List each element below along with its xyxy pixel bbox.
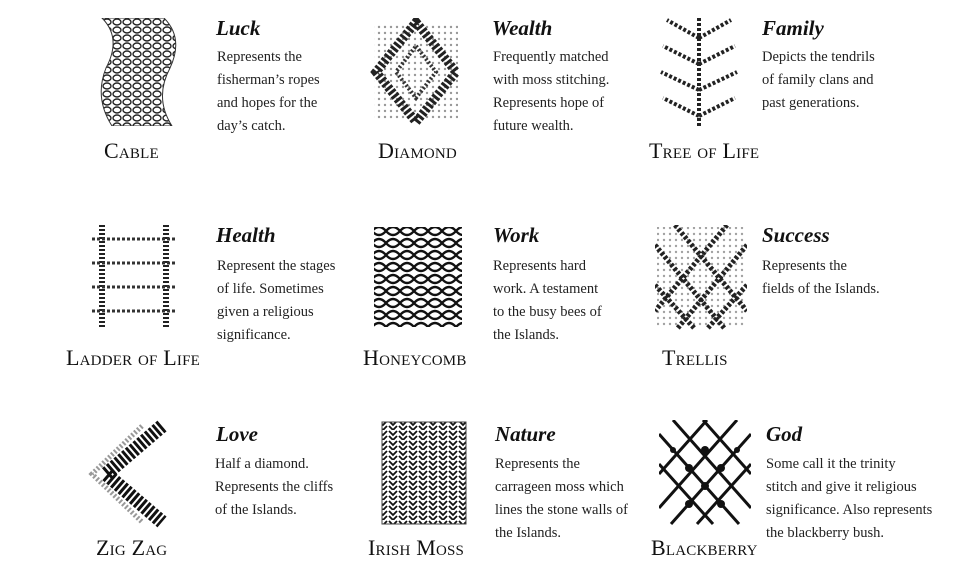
stitch-honeycomb (338, 217, 648, 387)
diamond-stitch-icon (370, 18, 462, 126)
cable-stitch-icon (92, 18, 184, 126)
meaning-description: Represents hard work. A testament to the busy bees of the Islands. (493, 258, 602, 343)
meaning-label: Success (762, 223, 830, 247)
meaning-description: Represent the stages of life. Sometimes given a religious significance. (217, 258, 336, 343)
stitch-name: Cable (104, 138, 159, 163)
stitch-blackberry (615, 412, 933, 582)
stitch-name: Zig Zag (96, 535, 168, 560)
stitch-name: Tree of Life (649, 138, 760, 163)
meaning-label: Wealth (492, 16, 553, 40)
stitch-name: Diamond (378, 138, 457, 163)
stitch-tree-of-life (615, 8, 925, 178)
meaning-label: God (766, 422, 803, 446)
meaning-description: Represents the fields of the Islands. (762, 258, 880, 297)
meaning-description: Half a diamond. Represents the cliffs of the Islands. (215, 456, 334, 518)
ladder-stitch-icon (88, 225, 180, 333)
irish-moss-stitch-icon (378, 420, 470, 528)
stitch-name: Blackberry (651, 535, 758, 560)
tree-of-life-stitch-icon (653, 18, 745, 126)
stitch-name: Ladder of Life (66, 345, 201, 370)
meaning-label: Love (216, 422, 258, 446)
meaning-label: Health (216, 223, 276, 247)
meaning-label: Family (762, 16, 824, 40)
stitch-trellis (615, 217, 925, 387)
blackberry-stitch-icon (659, 420, 751, 528)
meaning-description: Some call it the trinity stitch and give it religious significance. Also represents the blackberry bush. (766, 456, 933, 541)
stitch-name: Trellis (662, 345, 728, 370)
honeycomb-stitch-icon (372, 225, 464, 333)
meaning-description: Depicts the tendrils of family clans and past generations. (762, 49, 875, 111)
trellis-stitch-icon (655, 225, 747, 333)
stitch-diamond (338, 8, 648, 178)
meaning-label: Luck (216, 16, 261, 40)
stitch-cable (60, 8, 370, 178)
stitch-name: Honeycomb (363, 345, 467, 370)
stitch-name: Irish Moss (368, 535, 465, 560)
meaning-description: Represents the carrageen moss which lines the stone walls of the Islands. (495, 456, 628, 541)
stitch-irish-moss (338, 412, 648, 582)
stitch-ladder-of-life (60, 217, 370, 387)
meaning-label: Nature (495, 422, 556, 446)
meaning-description: Represents the fisherman’s ropes and hopes for the day’s catch. (217, 49, 320, 134)
meaning-label: Work (493, 223, 540, 247)
zig-zag-stitch-icon (80, 420, 172, 528)
stitch-zig-zag (60, 412, 370, 582)
meaning-description: Frequently matched with moss stitching. Represents hope of future wealth. (493, 49, 610, 134)
